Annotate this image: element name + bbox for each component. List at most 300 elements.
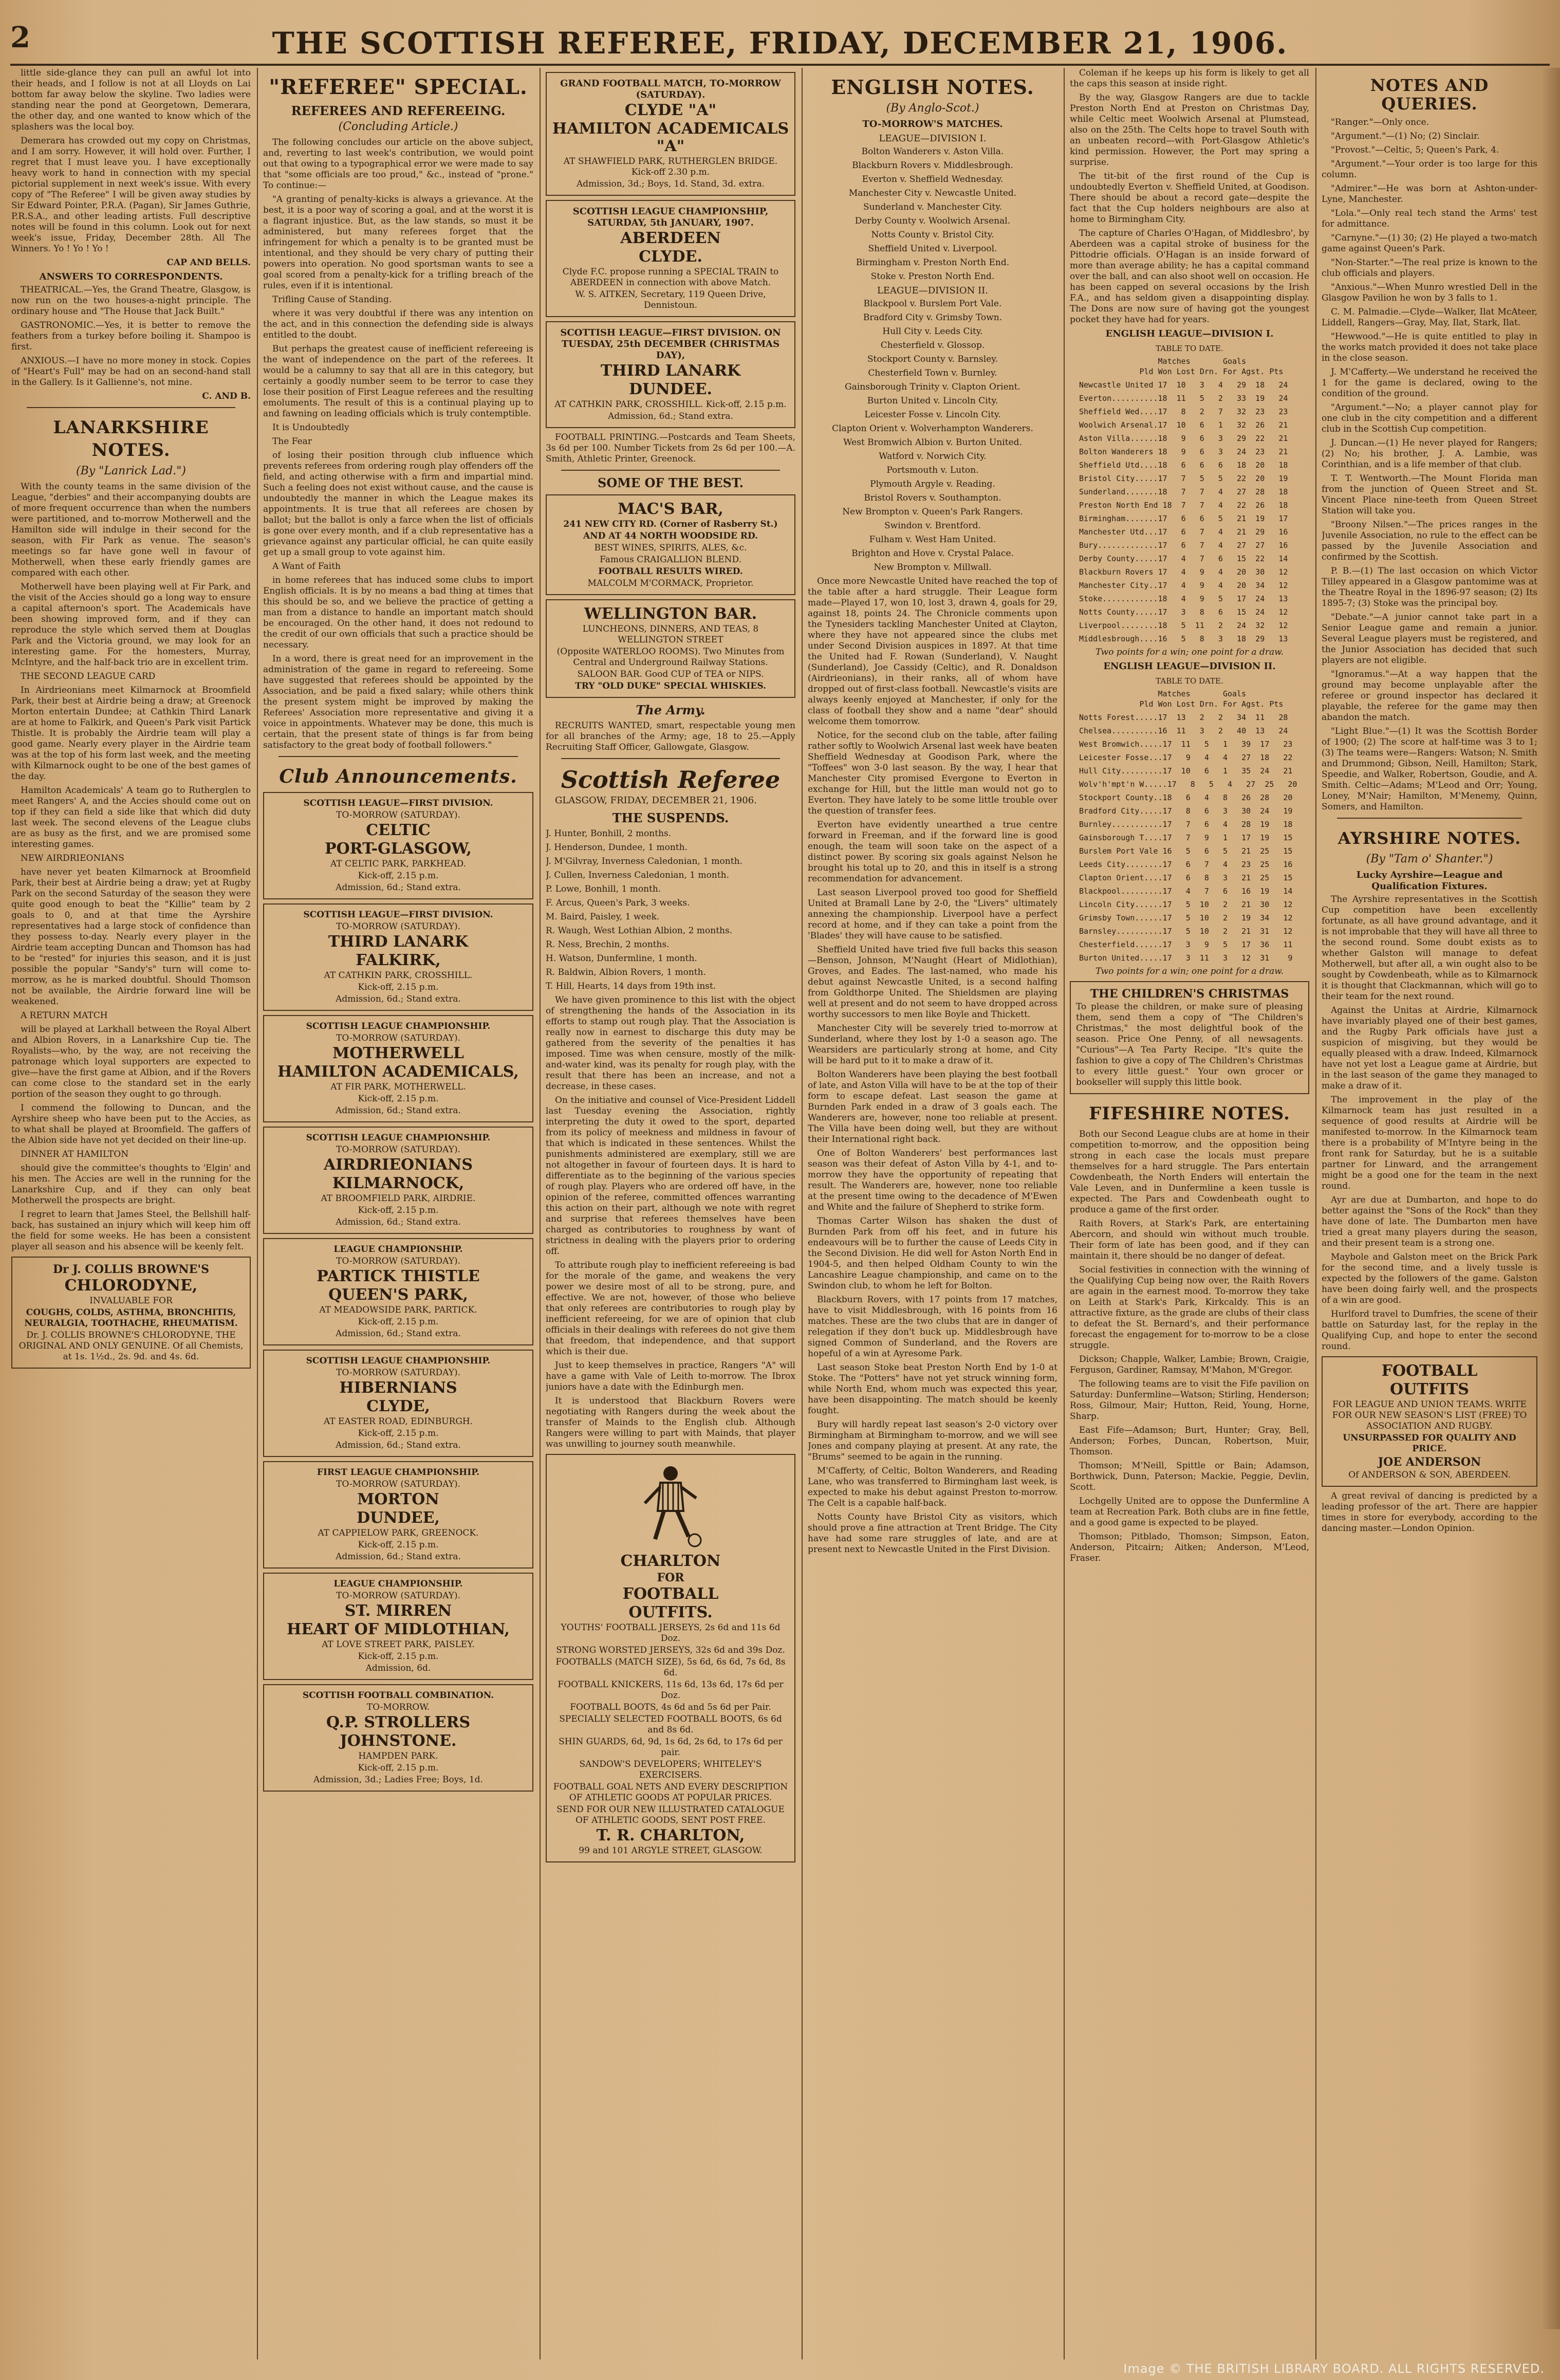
div2-head: LEAGUE—DIVISION II. [877, 285, 989, 296]
query-item: "Anxious."—When Munro wrestled Dell in the Glasgow Pavilion he won by 3 falls to 1. [1322, 282, 1537, 303]
paragraph: Sheffield United have tried five full backs this season—Benson, Johnson, M'Naught (Heart of Midlothian), Groves, and Eades. The last-named, who made his debut against Newcastle United, is a second halfing from Goldthorpe United. The Shieldsmen are playing well at present and do not seem to have dropped across worthy successors to men like Boyle and Thickett. [808, 945, 1057, 1020]
league-line: SCOTTISH LEAGUE—FIRST DIVISION. [303, 798, 493, 808]
venue-line: HAMPDEN PARK. [358, 1751, 438, 1761]
fixture-item: Brighton and Hove v. Crystal Palace. [851, 548, 1014, 559]
ad-venue: Clyde F.C. propose running a SPECIAL TRAIN to ABERDEEN in connection with above Match. [562, 267, 779, 288]
fixture-item: Bradford City v. Grimsby Town. [863, 312, 1002, 323]
kickoff-line: Kick-off, 2.15 p.m. [358, 1763, 439, 1773]
table-row: Manchester City..17 4 9 4 20 34 12 [1079, 581, 1288, 590]
english-notes-continued [1070, 68, 1309, 325]
team-a: CLYDE "A" [624, 101, 717, 119]
referee-special-title: "REFEREE" SPECIAL. [269, 75, 528, 99]
venue-line: AT CELTIC PARK, PARKHEAD. [330, 859, 466, 869]
paragraph: Bury will hardly repeat last season's 2-0 victory over Birmingham at Birmingham to-morrow, and we will see Jones and company playing at present. At any rate, the "Brums" seemed to be again in the running. [808, 1419, 1057, 1462]
divider [561, 470, 780, 471]
signoff: CAP AND BELLS. [166, 257, 251, 268]
away-team: FALKIRK, [356, 951, 441, 969]
section-title-lanarkshire: LANARKSHIRE NOTES. [53, 417, 209, 460]
paragraph: A RETURN MATCH [21, 1010, 108, 1021]
table-row: Middlesbrough....16 5 8 3 18 29 13 [1079, 634, 1288, 643]
page-edge-shadow [1542, 68, 1560, 2329]
table1-title: ENGLISH LEAGUE—DIVISION I. [1105, 328, 1274, 339]
fixture-item: Blackpool v. Burslem Port Vale. [863, 299, 1002, 309]
paragraph: Notice, for the second club on the table, after failing rather softly to Woolwich Arsenal last week have beaten Sheffield Wednesday at Goodison Park, where the "Toffees" won 3-0 last season. By the way, I hear that Manchester City promised Evergone to Everton in exchange for Hill, but the little man would not go to Everton. They have lately to be some little trouble over the question of transfer fees. [808, 730, 1057, 816]
admission-line: Admission, 6d.; Stand extra. [336, 1440, 461, 1450]
scottish-referee-flag: Scottish Referee [561, 766, 781, 794]
fixture-item: Swindon v. Brentford. [884, 521, 981, 531]
fixture-item: Leicester Fosse v. Lincoln City. [864, 410, 1001, 420]
venue-line: AT FIR PARK, MOTHERWELL. [330, 1082, 466, 1092]
divider [1337, 818, 1522, 819]
fixture-item: Plymouth Argyle v. Reading. [870, 479, 995, 489]
suspension-item: R. Waugh, West Lothian Albion, 2 months. [546, 926, 733, 936]
paragraph: Last season Stoke beat Preston North End by 1-0 at Stoke. The "Potters" have not yet struck winning form, while North End, whom much was expected this year, have been disappointing. The match should be keenly fought. [808, 1362, 1057, 1416]
kickoff-line: Kick-off, 2.15 p.m. [358, 871, 439, 881]
suspension-item: J. Henderson, Dundee, 1 month. [546, 842, 688, 853]
paragraph: Everton have evidently unearthed a true centre forward in Freeman, and if the forward line is good enough, the team will soon take on the aspect of a distinct power. By scoring six goals against Nelson he brought his total up to 20, and this in itself is a strong recommendation for advancement. [808, 820, 1057, 884]
club-announcement [263, 1127, 533, 1234]
paragraph: The tit-bit of the first round of the Cup is undoubtedly Everton v. Sheffield United, at Goodison. There should be about a record gate—despite the fact that the Cup holders neighbours are also at home to Birmingham City. [1070, 171, 1309, 225]
query-item: P. B.—(1) The last occasion on which Victor Tilley appeared in a Glasgow pantomime was at the Theatre Royal in the 1896-97 season; (2) Its 1895-7; (3) Stoke was the principal boy. [1322, 566, 1537, 608]
query-item: C. M. Palmadie.—Clyde—Walker, Ilat McAteer, Liddell, Rangers—Gray, May, Ilat, Stark, Ilat. [1322, 307, 1537, 328]
wellington-name: WELLINGTON BAR. [584, 605, 757, 623]
masthead-rule [10, 64, 1550, 66]
table-row: Sheffield Wed....17 8 2 7 32 23 23 [1079, 407, 1288, 416]
club-announcement [263, 792, 533, 899]
suspension-item: F. Arcus, Queen's Park, 3 weeks. [546, 898, 690, 908]
query-item: J. Duncan.—(1) He never played for Rangers; (2) No; his brother, J. A. Lambie, was Corinthian, and is a life member of that club. [1322, 438, 1537, 470]
venue-line: AT LOVE STREET PARK, PAISLEY. [322, 1639, 475, 1650]
charlton-addr: 99 and 101 ARGYLE STREET, GLASGOW. [579, 1846, 763, 1856]
column-rule [802, 68, 803, 2359]
paragraph: have never yet beaten Kilmarnock at Broomfield Park, their best at Airdrie being a draw; yet at Rugby Park on the second Saturday of the season they were quite good enough to beat the "Killie" team by 2 goals to 0, and at that time the Ayrshire representatives had a large stock of confidence than they possess to-day. Nearly every player in the Airdrie team accepting Duncan and Thomson has had to be "rested" for injuries this season, and it is just possible the popular "Sandy's" turn will come to-morrow, as he is marked doubtful. Should Thomson not be available, the Airdrie forward line will be weakened. [11, 867, 251, 1007]
fixture-item: Bristol Rovers v. Southampton. [864, 493, 1001, 503]
christmas-text: To please the children, or make sure of pleasing them, send them a copy of "The Children's Christmas," the most delightful book of the season. Price One Penny, of all newsagents. "Curious"—A Tea Party Recipe. "It's quite the fashion to give a copy of The Children's Christmas to every little guest." Your own grocer or bookseller will supply this little book. [1076, 1002, 1303, 1087]
day-line: TO-MORROW (SATURDAY). [336, 1591, 460, 1601]
english-notes-body [808, 576, 1057, 1555]
answers-sign: C. AND B. [202, 391, 251, 401]
paragraph: Ayr are due at Dumbarton, and hope to do better against the "Sons of the Rock" than they have done of late. The Dumbarton men have tried a great many players during the season, and their present team is a strong one. [1322, 1195, 1537, 1248]
admission-line: Admission, 3d.; Ladies Free; Boys, 1d. [313, 1775, 483, 1785]
charlton-sub: FOOTBALL [622, 1585, 719, 1603]
charlton-name: CHARLTON [620, 1552, 721, 1570]
query-item: "Carnyne."—(1) 30; (2) He played a two-match game against Queen's Park. [1322, 233, 1537, 254]
charlton-price-list [552, 1622, 789, 1826]
suspension-item: R. Baldwin, Albion Rovers, 1 month. [546, 967, 706, 977]
kickoff-line: Kick-off, 2.15 p.m. [358, 1094, 439, 1104]
paragraph: We have given prominence to this list with the object of strengthening the hands of the Association in its efforts to stamp out rough play. That the Association is really now in earnest to discharge this duty may be gathered from the severity of the penalties it has imposed. Time was when censure, mostly of the milk-and-water kind, was its penalty for rough play, with the result that there has been an increase, and not a decrease, in these cases. [546, 995, 795, 1092]
column-4 [808, 68, 1057, 2359]
day-line: TO-MORROW (SATURDAY). [336, 921, 460, 932]
home-team: CELTIC [366, 821, 431, 839]
joe-anderson-ad [1322, 1356, 1537, 1487]
paragraph: The following teams are to visit the Fife pavilion on Saturday: Dunfermline—Watson; Stirling, Henderson; Ross, Gilmour, Mair; Hutton, Reid, Young, Horne, Sharp. [1070, 1379, 1309, 1422]
fixture-item: Burton United v. Lincoln City. [867, 396, 998, 406]
paragraph: The following concludes our article on the above subject, and, reverting to last week's contribution, we would point out that owing to a typographical error we were made to say that "some officials are too proud," &c., instead of "prone." To continue:— [263, 137, 533, 191]
wellington-l2: (Opposite WATERLOO ROOMS). Two Minutes from Central and Underground Railway Stations. [556, 647, 785, 668]
table-row: Bradford City.....17 8 6 3 30 24 19 [1079, 806, 1293, 816]
ad-title: Dr J. COLLIS BROWNE'S [52, 1263, 210, 1276]
ayrshire-byline: (By "Tam o' Shanter.") [1366, 853, 1493, 865]
ad-uses: COUGHS, COLDS, ASTHMA, BRONCHITIS, NEURALGIA, TOOTHACHE, RHEUMATISM. [24, 1307, 238, 1329]
day-line: TO-MORROW (SATURDAY). [336, 1368, 460, 1378]
venue-line: AT CAPPIELOW PARK, GREENOCK. [318, 1528, 479, 1538]
ja-l1: FOOTBALL [1381, 1362, 1478, 1380]
referee-special-subtitle: REFEREES AND REFEREEING. [291, 103, 506, 118]
tomorrows-matches: TO-MORROW'S MATCHES. [862, 119, 1003, 130]
price-item: SANDOW'S DEVELOPERS; WHITELEY'S EXERCISERS. [579, 1759, 762, 1780]
divider [278, 756, 518, 757]
div1-head: LEAGUE—DIVISION I. [879, 133, 987, 144]
ad-venue: AT CATHKIN PARK, CROSSHILL. Kick-off, 2.15 p.m. [554, 399, 787, 410]
league-line: SCOTTISH FOOTBALL COMBINATION. [302, 1690, 494, 1701]
table-row: Stoke............18 4 9 5 17 24 13 [1079, 594, 1288, 603]
paragraph: Hurlford travel to Dumfries, the scene of their battle on Saturday last, for the replay in the Qualifying Cup, and hope to enter the second round. [1322, 1309, 1537, 1352]
club-announcement [263, 1684, 533, 1792]
paragraph: little side-glance they can pull an awful lot into their heads, and I follow is not at all Lloyds on Lai bottom far away below the skyline. Two ladies were standing near the pond at Georgetown, Demerara, the other day, and one wanted to know which of the splashers was the local boy. [11, 68, 251, 132]
venue-line: AT EASTER ROAD, EDINBURGH. [323, 1416, 473, 1427]
ad-sub: INVALUABLE FOR [89, 1296, 173, 1306]
column-5 [1070, 68, 1309, 2359]
kickoff-line: Kick-off, 2.15 p.m. [358, 1428, 439, 1438]
paragraph: should give the committee's thoughts to 'Elgin' and his men. The Accies are well in the running for the Lanarkshire Cup, and if they can only beat Motherwell the prospects are bright. [11, 1163, 251, 1206]
ad-text: Dr. J. COLLIS BROWNE'S CHLORODYNE, THE ORIGINAL AND ONLY GENUINE. Of all Chemists, at 1s. 1½d., 2s. 9d. and 4s. 6d. [18, 1330, 244, 1362]
club-announcement [263, 1461, 533, 1569]
paragraph: of losing their position through club influence which prevents referees from ordering rough play offenders off the field, and acting otherwise with a firm and impartial mind. Such a feeling does not exist without cause, and the cause is undoubtedly the manner in which the League makes its appointments. It is true that all referees are chosen by ballot; but the ballot is only a farce when the list of officials is gone over every month, and if a club representative has a grievance against any particular official, he can quite easily get up a small group to vote against him. [263, 450, 533, 558]
ja-l4: UNSURPASSED FOR QUALITY AND PRICE. [1343, 1433, 1516, 1454]
fixture-item: Fulham v. West Ham United. [869, 534, 996, 545]
admission-line: Admission, 6d.; Stand extra. [336, 1552, 461, 1562]
table-row: Aston Villa......18 9 6 3 29 22 21 [1079, 434, 1288, 443]
club-announcement [263, 1238, 533, 1345]
fixture-item: Chesterfield Town v. Burnley. [868, 368, 997, 378]
charlton-for: FOR [657, 1571, 684, 1584]
suspends-title: THE SUSPENDS. [612, 810, 729, 825]
suspends-body [546, 995, 795, 1450]
ayrshire-body [1322, 894, 1537, 1352]
club-announcements [263, 792, 533, 1792]
wellington-l1: LUNCHEONS, DINNERS, AND TEAS, 8 WELLINGTON STREET [582, 624, 759, 645]
macs-line3: FOOTBALL RESULTS WIRED. [598, 566, 743, 577]
image-credit: Image © THE BRITISH LIBRARY BOARD. ALL RIGHTS RESERVED. [1123, 2361, 1545, 2376]
paragraph: In a word, there is great need for an improvement in the administration of the game in regard to refereeing. Some have suggested that referees should be appointed by the Association, and be paid a fixed salary; while others think the present system might be improved by making the Referees' Association more representative and giving it a voice in appointments. Whatever may be done, this much is certain, that the present state of things is far from being satisfactory to the great body of football followers." [263, 654, 533, 750]
query-item: "Light Blue."—(1) It was the Scottish Border of 1900; (2) The score at half-time was 3 to 1; (3) The teams were—Rangers: Watson; N. Smith and Drummond; Gibson, Neill, Hamilton; Stark, Speedie, and Walker, Robertson, Goudie, and A. Smith. Celtic—Adams; M'Leod and Orr; Young, Loney, M'Nair; Hamilton, M'Menemy, Quinn, Somers, and Hamilton. [1322, 726, 1537, 812]
fixture-item: Blackburn Rovers v. Middlesbrough. [852, 160, 1013, 171]
answer-paragraph: THEATRICAL.—Yes, the Grand Theatre, Glasgow, is now run on the two houses-a-night principle. The ordinary house and "The House that Jack Built." [11, 285, 251, 317]
home-team: HIBERNIANS [339, 1379, 457, 1397]
paragraph: "A granting of penalty-kicks is always a grievance. At the best, it is a poor way of scoring a goal, and at the worst it is a flagrant injustice. But, as the law stands, so must it be administered, but many referees forget that the infringement for which a penalty is to be granted must be intentional, and they should be very chary of putting their powers into operation. No good sportsman wants to see a goal scored from a penalty-kick for a trifling breach of the rules, even if it is intentional. [263, 194, 533, 291]
day-line: TO-MORROW (SATURDAY). [336, 1033, 460, 1043]
table-row: Preston North End 18 7 7 4 22 26 18 [1079, 501, 1288, 510]
column-3 [546, 68, 795, 2359]
away-team: QUEEN'S PARK, [328, 1286, 468, 1304]
macs-line: BEST WINES, SPIRITS, ALES, &c. [594, 543, 747, 553]
league-line: LEAGUE CHAMPIONSHIP. [333, 1244, 463, 1254]
answers-list [11, 285, 251, 388]
paragraph: East Fife—Adamson; Burt, Hunter; Gray, Bell, Anderson; Forbes, Duncan, Robertson, Muir, Thomson. [1070, 1425, 1309, 1457]
league-line: SCOTTISH LEAGUE CHAMPIONSHIP. [306, 1356, 491, 1366]
paragraph: Last season Liverpool proved too good for Sheffield United at Bramall Lane by 2-0, the "Livers" ultimately annexing the championship. Liverpool have a perfect record at home, and if they can take a point from the 'Blades' they will have cause to be satisfied. [808, 888, 1057, 941]
macs-name: MAC'S BAR, [618, 500, 723, 518]
table2-rows [1070, 712, 1309, 963]
away-team: CLYDE, [366, 1397, 430, 1415]
paragraph: I commend the following to Duncan, and the Ayrshire sheep who have been put to the Accies, as to what shall be played at Broomfield. The gaffers of the Albion side have not yet decided on their line-up. [11, 1103, 251, 1146]
match-ad [546, 200, 795, 317]
paragraph: Dickson; Chapple, Walker, Lambie; Brown, Craigie, Ferguson, Gardiner, Ramsay, M'Mahon, M'Gregor. [1070, 1354, 1309, 1375]
table2-title: ENGLISH LEAGUE—DIVISION II. [1103, 661, 1276, 672]
paragraph: It is understood that Blackburn Rovers were negotiating with Rangers during the week about the transfer of Mainds to the English club. Although Rangers were willing to part with Mainds, that player was unwilling to journey south meanwhile. [546, 1396, 795, 1449]
league-line: SCOTTISH LEAGUE CHAMPIONSHIP. [306, 1021, 491, 1031]
admission-line: Admission, 6d.; Stand extra. [336, 1329, 461, 1339]
paragraph: Both our Second League clubs are at home in their competition to-morrow, and the opposition being strong in each case the locals must prepare themselves for a hard struggle. The Pars entertain Cowdenbeath, the North Enders will entertain the Vale Leven, and in Dunfermline a keen tussle is expected. The Pars and Cowdenbeath ought to produce a game of the first order. [1070, 1129, 1309, 1215]
day-line: TO-MORROW (SATURDAY). [336, 1256, 460, 1266]
table-row: Notts Forest.....17 13 2 2 34 11 28 [1079, 713, 1288, 722]
price-item: SHIN GUARDS, 6d, 9d, 1s 6d, 2s 6d, to 17s 6d per pair. [559, 1737, 783, 1758]
macs-bar-ad [546, 494, 795, 595]
ja-l2: OUTFITS [1390, 1380, 1469, 1398]
divider [27, 407, 235, 408]
day-line: TO-MORROW. [366, 1702, 430, 1712]
home-team: MOTHERWELL [332, 1044, 464, 1062]
table-row: Sunderland.......18 7 7 4 27 28 18 [1079, 487, 1288, 496]
paragraph: Bolton Wanderers have been playing the best football of late, and Aston Villa will have to be at the top of their form to escape defeat. Last season the game at Burnden Park ended in a draw of 3 goals each. The Wanderers are, however, none too reliable at present. The Villa have been doing well, but they are without their International right back. [808, 1069, 1057, 1145]
newspaper-title: THE SCOTTISH REFEREE, FRIDAY, DECEMBER 21, 1906. [272, 26, 1288, 61]
admission-line: Admission, 6d.; Stand extra. [336, 994, 461, 1004]
paragraph: I regret to learn that James Steel, the Bellshill half-back, has sustained an injury which will keep him off the field for some weeks. He has been a consistent player all season and his absence will be keenly felt. [11, 1209, 251, 1252]
table-row: Barnsley..........17 5 10 2 21 31 12 [1079, 927, 1293, 936]
query-item: T. T. Wentworth.—The Mount Florida man from the junction of Queen Street and St. Vincent Place nine-teeth from Queen Street Station will take you. [1322, 473, 1537, 516]
table-row: Liverpool........18 5 11 2 24 32 12 [1079, 621, 1288, 630]
table-row: Sheffield Utd....18 6 6 6 18 20 18 [1079, 460, 1288, 470]
home-team: THIRD LANARK [328, 933, 469, 951]
paragraph: Coleman if he keeps up his form is likely to get all the caps this season at inside right. [1070, 68, 1309, 89]
team-a: ABERDEEN [620, 229, 721, 247]
paragraph: The Ayrshire representatives in the Scottish Cup competition have been excellently fortunate, as all have ground advantage, and it is not improbable that they will have all three to the second round. Some doubt exists as to whether Galston will manage to defeat Motherwell, but after all, a win ought also to be sought by Cowdenbeath, while as to Kilmarnock it is thought that Clackmannan, which will go to their team for the next round. [1322, 894, 1537, 1002]
table-row: Notts County.....17 3 8 6 15 24 12 [1079, 607, 1288, 617]
paragraph: Lochgelly United are to oppose the Dunfermline A team at Recreation Park. Both clubs are in fine fettle, and a good game is expected to be played. [1070, 1496, 1309, 1528]
paragraph: DINNER AT HAMILTON [21, 1149, 129, 1159]
macs-line2: Famous CRAIGALLION BLEND. [600, 555, 741, 565]
fixture-item: New Brompton v. Millwall. [874, 562, 992, 573]
paragraph: Notts County have Bristol City as visitors, which should prove a fine attraction at Trent Bridge. The City have had some rare struggles of late, and are at present next to Newcastle United in the First Division. [808, 1512, 1057, 1555]
club-announcement [263, 903, 533, 1011]
fixture-item: Derby County v. Woolwich Arsenal. [855, 216, 1011, 226]
table-row: Burton United.....17 3 11 3 12 31 9 [1079, 953, 1293, 963]
army-heading: The Army. [636, 703, 705, 717]
column-rule [1064, 68, 1065, 2359]
table-row: Leeds City........17 6 7 4 23 25 16 [1079, 860, 1293, 869]
away-team: PORT-GLASGOW, [325, 840, 472, 858]
suspension-item: R. Ness, Brechin, 2 months. [546, 939, 670, 950]
table-row: Manchester Utd...17 6 7 4 21 29 16 [1079, 527, 1288, 537]
paragraph: To attribute rough play to inefficient refereeing is bad for the morale of the game, and weakens the very power we desire most of all to be strong, pure, and effective. We are not, however, of those who believe that only referees are contributories to rough play by inefficient refereeing, for we are of opinion that club officials in their dealings with referees do not give them that freedom, that independence, and that support which is their due. [546, 1260, 795, 1357]
queries-list [1322, 117, 1537, 813]
price-item: SPECIALLY SELECTED FOOTBALL BOOTS, 6s 6d and 8s 6d. [559, 1714, 782, 1735]
paragraph: On the initiative and counsel of Vice-President Liddell last Tuesday evening the Association, rightly interpreting the duty it owed to the sport, departed from its policy of meekness and mildness in favour of that which is indicated in these sentences. Whilst the punishments administered are exemplary, still we are not altogether in favour of fourteen days. It is hard to differentiate as to the beginning of the various species of rough play. Players who are ordered off have, in the opinion of the referee, committed offences warranting this action on their part, although we note with regret and surprise that referees themselves have been charged as contributories to roughness by want of strictness in dealing with the players prior to ordering off. [546, 1095, 795, 1257]
page-number: 2 [10, 21, 30, 54]
price-item: SEND FOR OUR NEW ILLUSTRATED CATALOGUE OF ATHLETIC GOODS, SENT POST FREE. [556, 1804, 785, 1825]
div2-fixtures [808, 299, 1057, 573]
kickoff-line: Kick-off, 2.15 p.m. [358, 1540, 439, 1550]
paragraph: Against the Unitas at Airdrie, Kilmarnock have invariably played one of their best games, and the Rugby Park officials have just a suspicion of misgiving, but they would be equally pleased with a draw. Indeed, Kilmarnock have not yet lost a League game at Airdrie, but in the last season of the game they managed to make a draw of it. [1322, 1005, 1537, 1091]
price-item: YOUTHS' FOOTBALL JERSEYS, 2s 6d and 11s 6d Doz. [561, 1622, 781, 1644]
macs-addr1: 241 NEW CITY RD. (Corner of Rasberry St.) [563, 519, 778, 529]
english-notes-byline: (By Anglo-Scot.) [886, 102, 979, 115]
admission-line: Admission, 6d.; Stand extra. [336, 1217, 461, 1227]
dateline: GLASGOW, FRIDAY, DECEMBER 21, 1906. [555, 795, 757, 806]
paragraph: Maybole and Galston meet on the Brick Park for the second time, and a lively tussle is expected by the followers of the game. Galston have been doing fairly well, and the prospects of a win are good. [1322, 1252, 1537, 1305]
query-item: "Argument."—No; a player cannot play for one club in the city competition and a different club in the Scottish Cup competition. [1322, 402, 1537, 434]
day-line: TO-MORROW (SATURDAY). [336, 810, 460, 820]
paragraph: THE SECOND LEAGUE CARD [21, 671, 156, 681]
macs-prop: MALCOLM M'CORMACK, Proprietor. [587, 578, 754, 588]
ayrshire-title: AYRSHIRE NOTES. [1338, 828, 1521, 848]
paragraph: Just to keep themselves in practice, Rangers "A" will have a game with Vale of Leith to-morrow. The Ibrox juniors have a date with the Edinburgh men. [546, 1360, 795, 1392]
answer-paragraph: ANXIOUS.—I have no more money in stock. Copies of "Heart's Full" may be had on an second-hand stall in the Gallery. Is it Gallienne's, not mine. [11, 356, 251, 388]
paragraph: in home referees that has induced some clubs to import English officials. It is by no means a bad thing at times that this should be so, and we believe the practice of getting a man from a distance to handle an important match should be encouraged. On the other hand, it does not redound to the credit of our own officials that such a practice should be necessary. [263, 575, 533, 650]
column-6 [1322, 68, 1537, 2359]
paragraph: NEW AIRDRIEONIANS [21, 853, 124, 863]
ad-head: SCOTTISH LEAGUE—FIRST DIVISION. ON TUESDAY, 25th DECEMBER (CHRISTMAS DAY), [560, 327, 781, 361]
table-row: Chesterfield......17 3 9 5 17 36 11 [1079, 940, 1293, 949]
table1-rows [1070, 380, 1309, 644]
table1-sub: TABLE TO DATE. [1156, 344, 1223, 353]
div1-fixtures [808, 146, 1057, 282]
away-team: KILMARNOCK, [332, 1174, 465, 1192]
table-row: Derby County.....17 4 7 6 15 22 14 [1079, 554, 1288, 563]
lanarkshire-body [11, 482, 251, 1252]
ad-admission: W. S. AITKEN, Secretary, 119 Queen Drive, Dennistoun. [575, 289, 766, 310]
team-b: DUNDEE. [629, 380, 712, 398]
query-item: "Provost."—Celtic, 5; Queen's Park, 4. [1331, 145, 1499, 155]
fixture-item: West Bromwich Albion v. Burton United. [843, 437, 1022, 448]
query-item: "Admirer."—He was born at Ashton-under-Lyne, Manchester. [1322, 183, 1537, 205]
paragraph: By the way, Glasgow Rangers are due to tackle Preston North End at Preston on Christmas Day, while Celtic meet Woolwich Arsenal at Plumstead, also on the 25th. The Celts hope to travel South with an unbeaten record—with Port-Glasgow Athletic's kind permission. However, the Port may spring a surprise. [1070, 93, 1309, 168]
query-item: J. M'Cafferty.—We understand he received the 1 for the game is declared, owing to the condition of the ground. [1322, 367, 1537, 399]
ja-l3: FOR LEAGUE AND UNION TEAMS. WRITE FOR OUR NEW SEASON'S LIST (FREE) TO ASSOCIATION AND RUGBY. [1332, 1399, 1527, 1431]
table2-note: Two points for a win; one point for a draw. [1095, 966, 1284, 976]
query-item: "Ranger."—Only once. [1331, 117, 1429, 127]
ad-head: SCOTTISH LEAGUE CHAMPIONSHIP, SATURDAY, 5th JANUARY, 1907. [572, 206, 769, 228]
home-team: Q.P. STROLLERS [326, 1713, 471, 1731]
column-rule [1315, 68, 1316, 2359]
paragraph: Raith Rovers, at Stark's Park, are entertaining Abercorn, and should win without much trouble. Their form of late has been good, and if they can maintain it, there should be no danger of defeat. [1070, 1219, 1309, 1261]
table-row: Hull City.........17 10 6 1 35 24 21 [1079, 766, 1293, 776]
byline-lanarkshire: (By "Lanrick Lad.") [76, 465, 186, 477]
notes-queries-title: NOTES AND QUERIES. [1370, 76, 1489, 114]
paragraph: But perhaps the greatest cause of inefficient refereeing is the want of independence on the part of the referees. It would be a calumny to say that all are in this category, but certainly a goodly number seem to be terror to case they lose their position of First League referees and the resulting emoluments. The result of this is a continual playing up to and fawning on leading officials which is truly contemptible. [263, 344, 533, 419]
fixture-item: Stoke v. Preston North End. [870, 271, 995, 282]
query-item: "Argument."—(1) No; (2) Sinclair. [1331, 131, 1480, 141]
charlton-ad [546, 1454, 795, 1862]
paragraph: In Airdrieonians meet Kilmarnock at Broomfield Park, their best at Airdrie being a draw; at Greenock Morton entertain Dundee; at Cathkin Third Lanark are at home to Falkirk, and Queen's Park visit Partick Thistle. It is probably the Airdrie team will play a good game. Nearly every player in the Airdrie team was at the top of his form last week, and the meeting with Kilmarnock ought to be one of the best games of the day. [11, 685, 251, 782]
table-row: Gainsborough T....17 7 9 1 17 19 15 [1079, 833, 1293, 842]
match-ads [546, 72, 795, 428]
price-item: FOOTBALLS (MATCH SIZE), 5s 6d, 6s 6d, 7s 6d, 8s 6d. [555, 1657, 786, 1678]
paragraph: Hamilton Academicals' A team go to Rutherglen to meet Rangers' A, and the Accies should come out on top if they can field a side like that which did duty last week. The second elevens of the League clubs are as busy as the first, and we are promised some interesting games. [11, 785, 251, 850]
army-text: RECRUITS WANTED, smart, respectable young men for all branches of the Army; age, 18 to 25.—Apply Recruiting Staff Officer, Gallowgate, Glasgow. [546, 721, 795, 752]
league-line: SCOTTISH LEAGUE CHAMPIONSHIP. [306, 1133, 491, 1143]
wellington-l3: SALOON BAR. Good CUP of TEA or NIPS. [577, 669, 764, 679]
ad-name: CHLORODYNE, [64, 1277, 198, 1295]
suspension-item: M. Baird, Paisley, 1 week. [546, 912, 660, 922]
table-row: Birmingham.......17 6 6 5 21 19 17 [1079, 514, 1288, 523]
ad-admission: Admission, 3d.; Boys, 1d. Stand, 3d. extra. [576, 179, 765, 189]
table-row: Bristol City.....17 7 5 5 22 20 19 [1079, 474, 1288, 483]
home-team: MORTON [357, 1490, 439, 1508]
table-row: Blackburn Rovers 17 4 9 4 20 30 12 [1079, 567, 1288, 577]
away-team: HEART OF MIDLOTHIAN, [287, 1620, 510, 1638]
fixture-item: Hull City v. Leeds City. [882, 326, 983, 337]
club-announcements-heading: Club Announcements. [279, 766, 517, 787]
venue-line: AT BROOMFIELD PARK, AIRDRIE. [321, 1193, 476, 1204]
fixture-item: Clapton Orient v. Wolverhampton Wanderers. [832, 423, 1033, 434]
paragraph: With the county teams in the same division of the League, "derbies" and their accompanying doubts are of more frequent occurrence than when the numbers were partitioned, and to-morrow Motherwell and the Hamilton side will indulge in their second for the season, with Fir Park as venue. The season's meetings so far have gone well in favour of Motherwell, when these early friendly games are compared with each other. [11, 482, 251, 578]
fixture-item: Portsmouth v. Luton. [886, 465, 979, 475]
fixture-item: Gainsborough Trinity v. Clapton Orient. [845, 382, 1020, 392]
price-item: STRONG WORSTED JERSEYS, 32s 6d and 39s Doz. [556, 1645, 785, 1655]
query-item: "Argument."—Your order is too large for this column. [1322, 159, 1537, 180]
printing-ad: FOOTBALL PRINTING.—Postcards and Team Sheets, 3s 6d per 100. Number Tickets from 2s 6d per 100.—A. Smith, Athletic Printer, Greenock. [546, 432, 795, 464]
ayrshire-sub: Lucky Ayrshire—League and Qualification Fixtures. [1356, 870, 1503, 892]
price-item: FOOTBALL BOOTS, 4s 6d and 5s 6d per Pair. [570, 1702, 771, 1712]
suspensions-list [546, 828, 795, 992]
ad-admission: Admission, 6d.; Stand extra. [608, 411, 733, 421]
suspension-item: P. Lowe, Bonhill, 1 month. [546, 884, 661, 894]
footballer-illustration-icon [632, 1462, 709, 1549]
league-line: SCOTTISH LEAGUE—FIRST DIVISION. [303, 910, 493, 920]
fixture-item: Bolton Wanderers v. Aston Villa. [861, 146, 1004, 157]
fifeshire-body [1070, 1129, 1309, 1564]
fixture-item: New Brompton v. Queen's Park Rangers. [842, 507, 1023, 517]
dancing-note: A great revival of dancing is predicted by a leading professor of the art. There are happier times in store for everybody, according to the dancing master.—London Opinion. [1322, 1491, 1537, 1534]
admission-line: Admission, 6d. [365, 1663, 431, 1673]
divider [561, 758, 780, 759]
home-team: ST. MIRREN [344, 1602, 452, 1620]
paragraph: Demerara has crowded out my copy on Christmas, and I am sorry. However, it will hold over. Further, I regret that I must leave you. I have exceptionally heavy work to hand in connection with my special pictorial supplement in next week's issue. With every copy of "The Referee" I will be given away studies by Sir Edward Pointer, P.R.A. (Pagan), Sir James Guthrie, P.R.S.A., and other leading artists. Full descriptive notes will be found in this column. Look out for next week's issue, Friday, December 28th. All The Winners. Yo ! Yo ! Yo ! [11, 136, 251, 254]
table-row: Stockport County..18 6 4 8 26 28 20 [1079, 793, 1293, 802]
table1-note: Two points for a win; one point for a draw. [1095, 647, 1284, 657]
team-a: THIRD LANARK [600, 362, 741, 380]
paragraph: Blackburn Rovers, with 17 points from 17 matches, have to visit Middlesbrough, with 16 points from 16 matches. These are the two clubs that are in danger of relegation if they don't buck up. Middlesbrough have signed Common of Sunderland, and the Rovers are hopeful of a win at Ayresome Park. [808, 1295, 1057, 1359]
ad-venue: AT SHAWFIELD PARK, RUTHERGLEN BRIDGE. Kick-off 2.30 p.m. [563, 156, 778, 177]
paragraph: Manchester City will be severely tried to-morrow at Sunderland, where they lost by 1-0 a season ago. The Wearsiders are particularly strong at home, and City will be hard put to it to make a draw of it. [808, 1023, 1057, 1066]
match-ad [546, 321, 795, 428]
column-rule [257, 68, 258, 2359]
paragraph: Thomas Carter Wilson has shaken the dust of Burnden Park from off his feet, and in future his endeavours will be to further the cause of Leeds City in the Second Division. He did well for Aston North End in 1904-5, and then helped Oldham County to win the Lancashire League championship, and came on to the Swindon club, to whom he left for Bolton. [808, 1216, 1057, 1291]
column-1 [11, 68, 251, 2359]
paragraph: A Want of Faith [272, 561, 341, 571]
away-team: JOHNSTONE. [340, 1732, 457, 1750]
lead-paragraphs [11, 68, 251, 254]
venue-line: AT MEADOWSIDE PARK, PARTICK. [319, 1305, 477, 1315]
fixture-item: Sheffield United v. Liverpool. [868, 244, 997, 254]
paragraph: The capture of Charles O'Hagan, of Middlesbro', by Aberdeen was a capital stroke of business for the Pittodrie officials. O'Hagan is an inside forward of more than average ability; he has a capital command over the ball, and can also shoot well on occasion. He has been capped on several occasions by the Irish F.A., and has seldom given a disappointing display. The Dons are now sure of having got the youngest pocket they have had for years. [1070, 228, 1309, 325]
table-row: Bolton Wanderers 18 9 6 3 24 23 21 [1079, 447, 1288, 456]
paragraph: Social festivities in connection with the winning of the Qualifying Cup being now over, the Raith Rovers are again in the earnest mood. To-morrow they take on Leith at Stark's Park, Kirkcaldy. This is an attractive fixture, as the grade are clubs of their class to defeat the St. Bernard's, and their performance forecast the engagement for to-morrow to be a close struggle. [1070, 1265, 1309, 1351]
fixture-item: Stockport County v. Barnsley. [867, 354, 998, 364]
kickoff-line: Kick-off, 2.15 p.m. [358, 1651, 439, 1662]
table-row: Blackpool.........17 4 7 6 16 19 14 [1079, 887, 1293, 896]
suspension-item: J. Hunter, Bonhill, 2 months. [546, 828, 672, 839]
ja-l6: Of ANDERSON & SON, ABERDEEN. [1348, 1470, 1511, 1480]
query-item: "Lola."—Only real tech stand the Arms' test for admittance. [1322, 208, 1537, 229]
table-row: West Bromwich.....17 11 5 1 39 17 23 [1079, 740, 1293, 749]
answers-heading: ANSWERS TO CORRESPONDENTS. [39, 271, 223, 282]
kickoff-line: Kick-off, 2.15 p.m. [358, 1205, 439, 1215]
table1-header: Matches Goals Pld Won Lost Drn. For Agst. Pts [1139, 357, 1284, 376]
league-line: FIRST LEAGUE CHAMPIONSHIP. [317, 1467, 480, 1478]
